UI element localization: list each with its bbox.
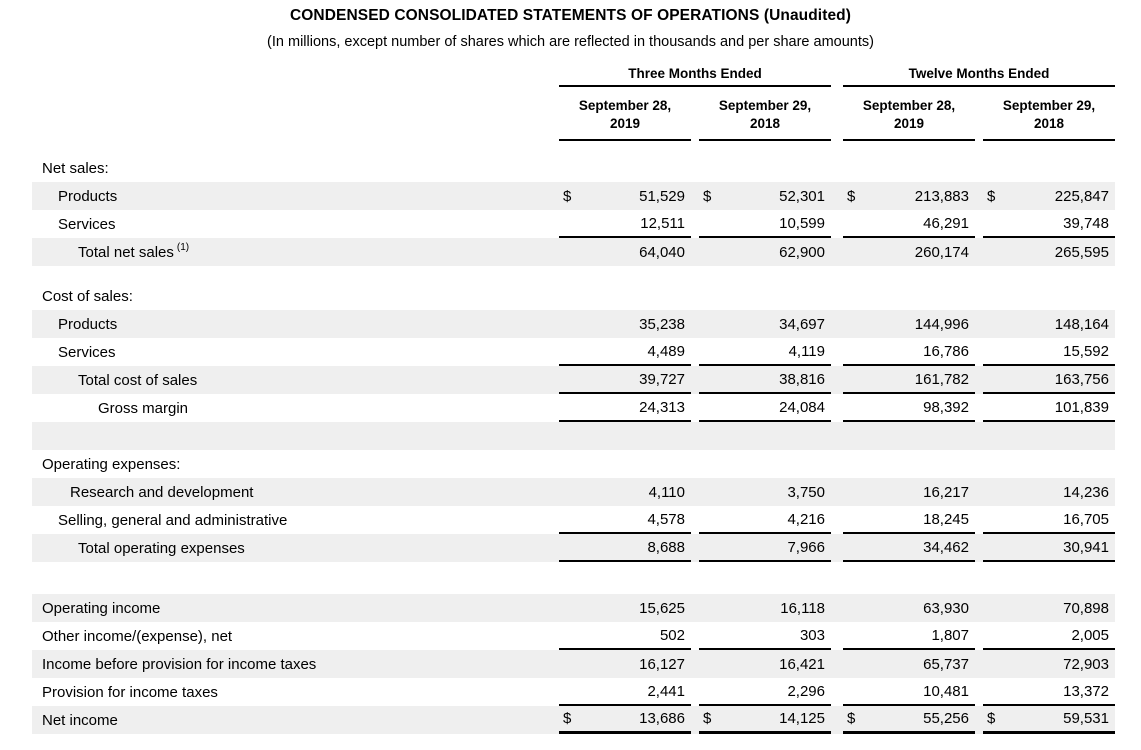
value-cell	[559, 210, 691, 238]
row-label-text: Total cost of sales	[78, 371, 198, 389]
value-cell	[843, 450, 975, 478]
cell-value: 16,217	[923, 483, 969, 501]
cell-value: 8,688	[647, 538, 685, 556]
row-label	[32, 366, 559, 394]
row-label	[32, 622, 559, 650]
cell-value: 213,883	[914, 187, 969, 205]
value-cell	[843, 394, 975, 422]
row-label	[32, 394, 559, 422]
value-cell	[699, 282, 831, 310]
cell-value: 148,164	[1054, 315, 1109, 333]
row-label-text: Products	[58, 315, 118, 333]
row-label-text: Net income	[42, 711, 118, 729]
table-row	[32, 506, 1115, 534]
value-cell	[983, 182, 1115, 210]
value-cell	[843, 182, 975, 210]
value-cell	[559, 310, 691, 338]
table-row	[32, 450, 1115, 478]
cell-value: 16,786	[923, 342, 969, 360]
cell-value: 59,531	[1063, 710, 1109, 728]
value-cell	[983, 366, 1115, 394]
dollar-sign: $	[847, 187, 856, 205]
value-cell	[983, 706, 1115, 734]
cell-value: 65,737	[923, 655, 969, 673]
cell-value: 55,256	[923, 710, 969, 728]
cell-value: 163,756	[1054, 370, 1109, 388]
value-cell	[699, 534, 831, 562]
row-label	[32, 594, 559, 622]
footnote-reference: (1)	[176, 241, 190, 253]
cell-value: 7,966	[787, 538, 825, 556]
cell-value: 16,127	[639, 655, 685, 673]
value-cell	[983, 394, 1115, 422]
row-label-text: Net sales:	[42, 159, 109, 177]
date-line: September 28,	[862, 98, 956, 113]
value-cell	[699, 182, 831, 210]
table-header-dates	[32, 93, 1115, 141]
row-label-text: Operating income	[42, 599, 161, 617]
value-cell	[699, 310, 831, 338]
row-label-text: Services	[58, 343, 116, 361]
column-header-date-3	[843, 93, 975, 141]
value-cell	[559, 182, 691, 210]
cell-value: 70,898	[1063, 599, 1109, 617]
row-label-text: Services	[58, 215, 116, 233]
value-cell	[983, 506, 1115, 534]
cell-value: 4,489	[647, 342, 685, 360]
row-label	[32, 338, 559, 366]
table-row	[32, 366, 1115, 394]
row-label	[32, 506, 559, 534]
value-cell	[699, 506, 831, 534]
cell-value: 4,119	[788, 342, 825, 360]
value-cell	[843, 238, 975, 266]
row-label-text: Operating expenses:	[42, 455, 181, 473]
cell-value: 12,511	[640, 214, 685, 232]
dollar-sign: $	[703, 187, 712, 205]
row-label-text: Total operating expenses	[78, 539, 245, 557]
cell-value: 15,625	[639, 599, 685, 617]
value-cell	[983, 154, 1115, 182]
value-cell	[843, 282, 975, 310]
row-label	[32, 154, 559, 182]
cell-value: 2,296	[787, 682, 825, 700]
row-label-text: Total net sales	[78, 243, 174, 261]
dollar-sign: $	[563, 187, 572, 205]
cell-value: 502	[659, 626, 685, 644]
value-cell	[559, 506, 691, 534]
table-row	[32, 182, 1115, 210]
cell-value: 13,372	[1063, 682, 1109, 700]
row-label-text: Cost of sales:	[42, 287, 133, 305]
table-row	[32, 478, 1115, 506]
value-cell	[843, 154, 975, 182]
value-cell	[983, 534, 1115, 562]
value-cell	[559, 338, 691, 366]
cell-value: 24,084	[779, 398, 825, 416]
cell-value: 14,236	[1063, 483, 1109, 501]
cell-value: 52,301	[779, 187, 825, 205]
cell-value: 24,313	[639, 398, 685, 416]
row-label	[32, 478, 559, 506]
value-cell	[559, 450, 691, 478]
cell-value: 1,807	[931, 626, 969, 644]
value-cell	[559, 154, 691, 182]
financial-table	[32, 66, 1115, 734]
table-row	[32, 310, 1115, 338]
cell-value: 98,392	[923, 398, 969, 416]
table-header-period-groups	[32, 66, 1115, 87]
date-line: 2019	[893, 115, 925, 131]
value-cell	[699, 366, 831, 394]
cell-value: 161,782	[914, 370, 969, 388]
cell-value: 35,238	[639, 315, 685, 333]
table-body	[32, 154, 1115, 734]
cell-value: 18,245	[923, 510, 969, 528]
cell-value: 10,599	[779, 214, 825, 232]
value-cell	[983, 594, 1115, 622]
period-group-twelve-months-ended: Twelve Months Ended	[843, 66, 1115, 87]
value-cell	[843, 594, 975, 622]
cell-value: 16,118	[780, 599, 825, 617]
value-cell	[699, 210, 831, 238]
cell-value: 101,839	[1054, 398, 1109, 416]
value-cell	[983, 310, 1115, 338]
value-cell	[983, 622, 1115, 650]
spacer-row	[32, 266, 1115, 282]
cell-value: 64,040	[639, 243, 685, 261]
value-cell	[843, 478, 975, 506]
row-label-text: Provision for income taxes	[42, 683, 218, 701]
page-title: CONDENSED CONSOLIDATED STATEMENTS OF OPERATIONS (Unaudited)	[289, 7, 852, 24]
value-cell	[983, 450, 1115, 478]
cell-value: 30,941	[1063, 538, 1109, 556]
row-label	[32, 182, 559, 210]
value-cell	[983, 210, 1115, 238]
value-cell	[699, 478, 831, 506]
value-cell	[843, 310, 975, 338]
cell-value: 63,930	[923, 599, 969, 617]
value-cell	[983, 282, 1115, 310]
cell-value: 14,125	[779, 710, 825, 728]
value-cell	[559, 678, 691, 706]
value-cell	[699, 594, 831, 622]
table-row	[32, 238, 1115, 266]
cell-value: 260,174	[914, 243, 969, 261]
table-row	[32, 594, 1115, 622]
cell-value: 72,903	[1063, 655, 1109, 673]
value-cell	[559, 238, 691, 266]
table-row	[32, 534, 1115, 562]
dollar-sign: $	[563, 710, 572, 728]
value-cell	[843, 210, 975, 238]
row-label-text: Income before provision for income taxes	[42, 655, 317, 673]
cell-value: 39,727	[639, 370, 685, 388]
date-line: September 29,	[718, 98, 812, 113]
value-cell	[843, 706, 975, 734]
value-cell	[843, 338, 975, 366]
value-cell	[843, 366, 975, 394]
value-cell	[559, 282, 691, 310]
value-cell	[559, 478, 691, 506]
value-cell	[983, 238, 1115, 266]
spacer-row	[32, 422, 1115, 450]
row-label	[32, 282, 559, 310]
row-label	[32, 678, 559, 706]
value-cell	[699, 706, 831, 734]
value-cell	[699, 622, 831, 650]
row-label-text: Selling, general and administrative	[58, 511, 288, 529]
value-cell	[843, 650, 975, 678]
value-cell	[699, 394, 831, 422]
cell-value: 3,750	[787, 483, 825, 501]
row-label-text: Research and development	[70, 483, 254, 501]
value-cell	[983, 478, 1115, 506]
row-label	[32, 210, 559, 238]
cell-value: 46,291	[923, 214, 969, 232]
cell-value: 62,900	[779, 243, 825, 261]
row-label	[32, 706, 559, 734]
date-line: 2018	[1033, 115, 1065, 131]
cell-value: 16,421	[779, 655, 825, 673]
cell-value: 10,481	[923, 682, 969, 700]
cell-value: 51,529	[639, 187, 685, 205]
table-row	[32, 650, 1115, 678]
value-cell	[843, 534, 975, 562]
cell-value: 2,005	[1071, 626, 1109, 644]
table-row	[32, 338, 1115, 366]
dollar-sign: $	[847, 710, 856, 728]
cell-value: 4,578	[647, 510, 685, 528]
value-cell	[983, 650, 1115, 678]
date-line: September 29,	[1002, 98, 1096, 113]
value-cell	[699, 154, 831, 182]
table-row	[32, 210, 1115, 238]
cell-value: 303	[799, 626, 825, 644]
value-cell	[559, 366, 691, 394]
dollar-sign: $	[987, 187, 996, 205]
row-label	[32, 650, 559, 678]
spacer-row	[32, 562, 1115, 594]
column-header-date-4	[983, 93, 1115, 141]
page-subtitle: (In millions, except number of shares which are reflected in thousands and per share amounts)	[267, 34, 874, 50]
table-row	[32, 678, 1115, 706]
value-cell	[983, 678, 1115, 706]
value-cell	[843, 622, 975, 650]
value-cell	[559, 650, 691, 678]
value-cell	[559, 706, 691, 734]
row-label	[32, 450, 559, 478]
cell-value: 15,592	[1063, 342, 1109, 360]
cell-value: 225,847	[1054, 187, 1109, 205]
cell-value: 39,748	[1063, 214, 1109, 232]
cell-value: 34,462	[923, 538, 969, 556]
table-row	[32, 394, 1115, 422]
cell-value: 13,686	[639, 710, 685, 728]
date-line: September 28,	[578, 98, 672, 113]
value-cell	[699, 650, 831, 678]
row-label-text: Products	[58, 187, 118, 205]
row-label	[32, 238, 559, 266]
value-cell	[559, 394, 691, 422]
value-cell	[983, 338, 1115, 366]
row-label	[32, 310, 559, 338]
value-cell	[699, 678, 831, 706]
cell-value: 38,816	[779, 370, 825, 388]
dollar-sign: $	[987, 710, 996, 728]
value-cell	[699, 338, 831, 366]
cell-value: 265,595	[1054, 243, 1109, 261]
column-header-date-1	[559, 93, 691, 141]
value-cell	[559, 534, 691, 562]
date-line: 2018	[749, 115, 781, 131]
dollar-sign: $	[703, 710, 712, 728]
row-label-text: Gross margin	[98, 399, 189, 417]
cell-value: 16,705	[1063, 510, 1109, 528]
cell-value: 34,697	[779, 315, 825, 333]
table-row	[32, 706, 1115, 734]
column-header-date-2	[699, 93, 831, 141]
table-row	[32, 622, 1115, 650]
period-group-three-months-ended: Three Months Ended	[559, 66, 831, 87]
header-label-spacer	[32, 93, 559, 141]
row-label-text: Other income/(expense), net	[42, 627, 233, 645]
value-cell	[559, 594, 691, 622]
value-cell	[559, 622, 691, 650]
value-cell	[699, 450, 831, 478]
cell-value: 4,110	[648, 483, 685, 501]
value-cell	[843, 678, 975, 706]
cell-value: 4,216	[787, 510, 825, 528]
value-cell	[843, 506, 975, 534]
table-row	[32, 282, 1115, 310]
cell-value: 144,996	[914, 315, 969, 333]
value-cell	[699, 238, 831, 266]
cell-value: 2,441	[647, 682, 685, 700]
date-line: 2019	[609, 115, 641, 131]
table-row	[32, 154, 1115, 182]
row-label	[32, 534, 559, 562]
